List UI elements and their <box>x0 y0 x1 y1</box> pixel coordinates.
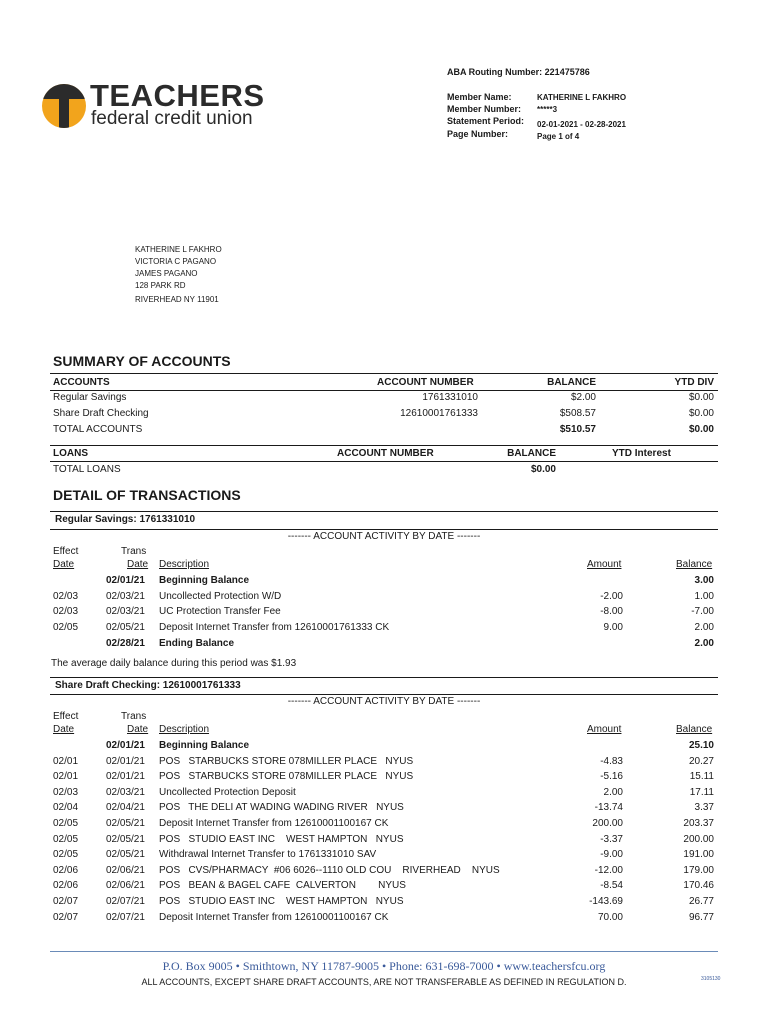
savings-title: Regular Savings: 1761331010 <box>55 514 196 525</box>
balance: 15.11 <box>689 771 714 783</box>
description: Beginning Balance <box>159 740 250 751</box>
description: Uncollected Protection W/D <box>159 590 282 602</box>
logo-subtitle: federal credit union <box>91 108 253 129</box>
description: Deposit Internet Transfer from 12610001100167 CK <box>159 818 389 829</box>
footer-notice: ALL ACCOUNTS, EXCEPT SHARE DRAFT ACCOUNTS, ARE NOT TRANSFERABLE AS DEFINED IN REGULATION D. <box>141 977 627 987</box>
effect-date: 02/05 <box>53 849 79 861</box>
column-header-top: Effect Trans <box>53 546 147 557</box>
transaction-row <box>0 802 768 817</box>
effect-date: 02/07 <box>53 896 79 907</box>
description: Beginning Balance <box>159 575 250 586</box>
transaction-row <box>0 787 768 802</box>
amount: 200.00 <box>592 818 623 829</box>
balance: 96.77 <box>688 911 714 923</box>
balance: 179.00 <box>683 864 714 876</box>
trans-date: 02/01/21 <box>106 575 145 586</box>
checking-title: Share Draft Checking: 12610001761333 <box>55 680 241 691</box>
effect-date: 02/05 <box>53 833 79 845</box>
statement-period-value: 02-01-2021 - 02-28-2021 <box>537 120 626 129</box>
statement-period-label: Statement Period: <box>447 116 525 126</box>
amount: -8.54 <box>600 880 623 892</box>
balance: 25.10 <box>688 740 714 751</box>
amount: -5.16 <box>600 771 623 783</box>
page-number-value: Page 1 of 4 <box>537 132 580 141</box>
transaction-row <box>0 575 768 590</box>
transaction-row <box>0 880 768 895</box>
column-header: Date Date Description Amount Balance <box>53 724 713 735</box>
member-number-value: *****3 <box>537 105 558 114</box>
footer-address: P.O. Box 9005 • Smithtown, NY 11787-9005 • Phone: 631-698-7000 • www.teachersfcu.org <box>162 959 606 973</box>
trans-date: 02/03/21 <box>106 606 145 618</box>
address-line: 128 PARK RD <box>135 281 186 290</box>
transaction-row <box>0 638 768 653</box>
column-header: Date Date Description Amount Balance <box>53 559 713 570</box>
address-line: RIVERHEAD NY 11901 <box>135 295 219 304</box>
average-balance-note: The average daily balance during this period was $1.93 <box>51 658 297 669</box>
loans-header: LOANS ACCOUNT NUMBER BALANCE YTD Interest <box>53 448 671 459</box>
description: POS STARBUCKS STORE 078MILLER PLACE NYUS <box>159 755 414 767</box>
effect-date: 02/01 <box>53 771 79 783</box>
summary-row: Share Draft Checking 12610001761333 $508.57 $0.00 <box>53 408 714 419</box>
description: POS THE DELI AT WADING WADING RIVER NYUS <box>159 802 404 814</box>
trans-date: 02/04/21 <box>106 802 145 814</box>
effect-date: 02/05 <box>53 818 79 829</box>
ytd-div-header: YTD DIV <box>674 377 714 388</box>
balance: 170.46 <box>683 880 714 892</box>
trans-date: 02/06/21 <box>106 864 145 876</box>
mailing-address <box>135 244 222 306</box>
effect-date: 02/06 <box>53 864 79 876</box>
account-number-header: ACCOUNT NUMBER <box>377 377 474 388</box>
member-name-value: KATHERINE L FAKHRO <box>537 93 627 102</box>
amount: 9.00 <box>603 622 623 634</box>
balance: 3.00 <box>694 575 714 586</box>
effect-date: 02/03 <box>53 590 79 602</box>
trans-date: 02/01/21 <box>106 755 145 767</box>
description: POS STUDIO EAST INC WEST HAMPTON NYUS <box>159 833 404 845</box>
amount: -4.83 <box>600 755 623 767</box>
effect-date: 02/05 <box>53 622 79 634</box>
aba-routing <box>447 67 590 77</box>
logo-icon <box>42 84 86 128</box>
member-name-label: Member Name: <box>447 92 512 102</box>
description: POS CVS/PHARMACY #06 6026--1110 OLD COU RIVERHEAD NYUS <box>159 864 500 876</box>
summary-total-row: TOTAL ACCOUNTS $510.57 $0.00 <box>53 424 714 435</box>
form-code: 3105130 <box>701 976 721 982</box>
loans-total-row: TOTAL LOANS $0.00 <box>53 464 556 475</box>
member-number-label: Member Number: <box>447 104 522 114</box>
balance-header: BALANCE <box>547 377 596 388</box>
trans-date: 02/07/21 <box>106 911 145 923</box>
accounts-header: ACCOUNTS <box>53 377 110 388</box>
aba-value: 221475786 <box>544 67 590 77</box>
balance: 2.00 <box>694 637 714 649</box>
activity-label: ------- ACCOUNT ACTIVITY BY DATE ------- <box>287 696 481 707</box>
balance: 20.27 <box>688 755 714 767</box>
logo-name: TEACHERS <box>90 78 265 113</box>
transaction-row <box>0 756 768 771</box>
description: Ending Balance <box>159 637 235 649</box>
amount: 2.00 <box>603 786 623 798</box>
balance: 1.00 <box>694 590 714 602</box>
transaction-row <box>0 740 768 755</box>
summary-row: Regular Savings 1761331010 $2.00 $0.00 <box>53 392 714 403</box>
transaction-row <box>0 591 768 606</box>
balance: 191.00 <box>683 849 714 861</box>
detail-title: DETAIL OF TRANSACTIONS <box>53 487 241 503</box>
effect-date: 02/07 <box>53 911 79 923</box>
amount: -8.00 <box>600 606 623 618</box>
balance: 2.00 <box>694 622 714 634</box>
balance: 203.37 <box>683 818 714 829</box>
transaction-row <box>0 865 768 880</box>
balance: 26.77 <box>688 896 714 907</box>
transaction-row <box>0 606 768 621</box>
amount: -2.00 <box>600 590 623 602</box>
transaction-row <box>0 771 768 786</box>
balance: 200.00 <box>683 833 714 845</box>
amount: -143.69 <box>589 896 623 907</box>
amount: -3.37 <box>600 833 623 845</box>
trans-date: 02/05/21 <box>106 849 145 861</box>
effect-date: 02/03 <box>53 606 79 618</box>
effect-date: 02/01 <box>53 755 79 767</box>
trans-date: 02/28/21 <box>106 637 145 649</box>
address-line: JAMES PAGANO <box>135 269 198 278</box>
effect-date: 02/04 <box>53 802 79 814</box>
effect-date: 02/06 <box>53 880 79 892</box>
amount: -13.74 <box>594 802 623 814</box>
transaction-row <box>0 818 768 833</box>
transaction-row <box>0 896 768 911</box>
description: POS STUDIO EAST INC WEST HAMPTON NYUS <box>159 896 404 907</box>
summary-title: SUMMARY OF ACCOUNTS <box>53 353 231 369</box>
transaction-row <box>0 849 768 864</box>
trans-date: 02/05/21 <box>106 818 145 829</box>
footer-divider <box>50 951 718 952</box>
trans-date: 02/05/21 <box>106 622 145 634</box>
description: UC Protection Transfer Fee <box>159 606 281 618</box>
amount: 70.00 <box>597 911 623 923</box>
description: Uncollected Protection Deposit <box>159 786 296 798</box>
description: Deposit Internet Transfer from 12610001761333 CK <box>159 622 390 634</box>
transaction-row <box>0 912 768 927</box>
trans-date: 02/03/21 <box>106 590 145 602</box>
description: Withdrawal Internet Transfer to 1761331010 SAV <box>159 849 377 861</box>
amount: -12.00 <box>594 864 623 876</box>
trans-date: 02/01/21 <box>106 771 145 783</box>
transaction-row <box>0 622 768 637</box>
address-line: VICTORIA C PAGANO <box>135 257 217 266</box>
balance: 3.37 <box>694 802 714 814</box>
trans-date: 02/06/21 <box>106 880 145 892</box>
description: POS BEAN & BAGEL CAFE CALVERTON NYUS <box>159 880 406 892</box>
trans-date: 02/07/21 <box>106 896 145 907</box>
address-line: KATHERINE L FAKHRO <box>135 245 222 254</box>
balance: 17.11 <box>689 786 714 798</box>
description: Deposit Internet Transfer from 12610001100167 CK <box>159 911 389 923</box>
amount: -9.00 <box>600 849 623 861</box>
effect-date: 02/03 <box>53 786 79 798</box>
trans-date: 02/03/21 <box>106 786 145 798</box>
transaction-row <box>0 834 768 849</box>
trans-date: 02/05/21 <box>106 833 145 845</box>
page-number-label: Page Number: <box>447 129 509 139</box>
aba-label: ABA Routing Number: <box>447 67 543 77</box>
balance: -7.00 <box>691 606 714 618</box>
description: POS STARBUCKS STORE 078MILLER PLACE NYUS <box>159 771 414 783</box>
activity-label: ------- ACCOUNT ACTIVITY BY DATE ------- <box>287 531 481 542</box>
column-header-top: Effect Trans <box>53 711 147 722</box>
trans-date: 02/01/21 <box>106 740 145 751</box>
